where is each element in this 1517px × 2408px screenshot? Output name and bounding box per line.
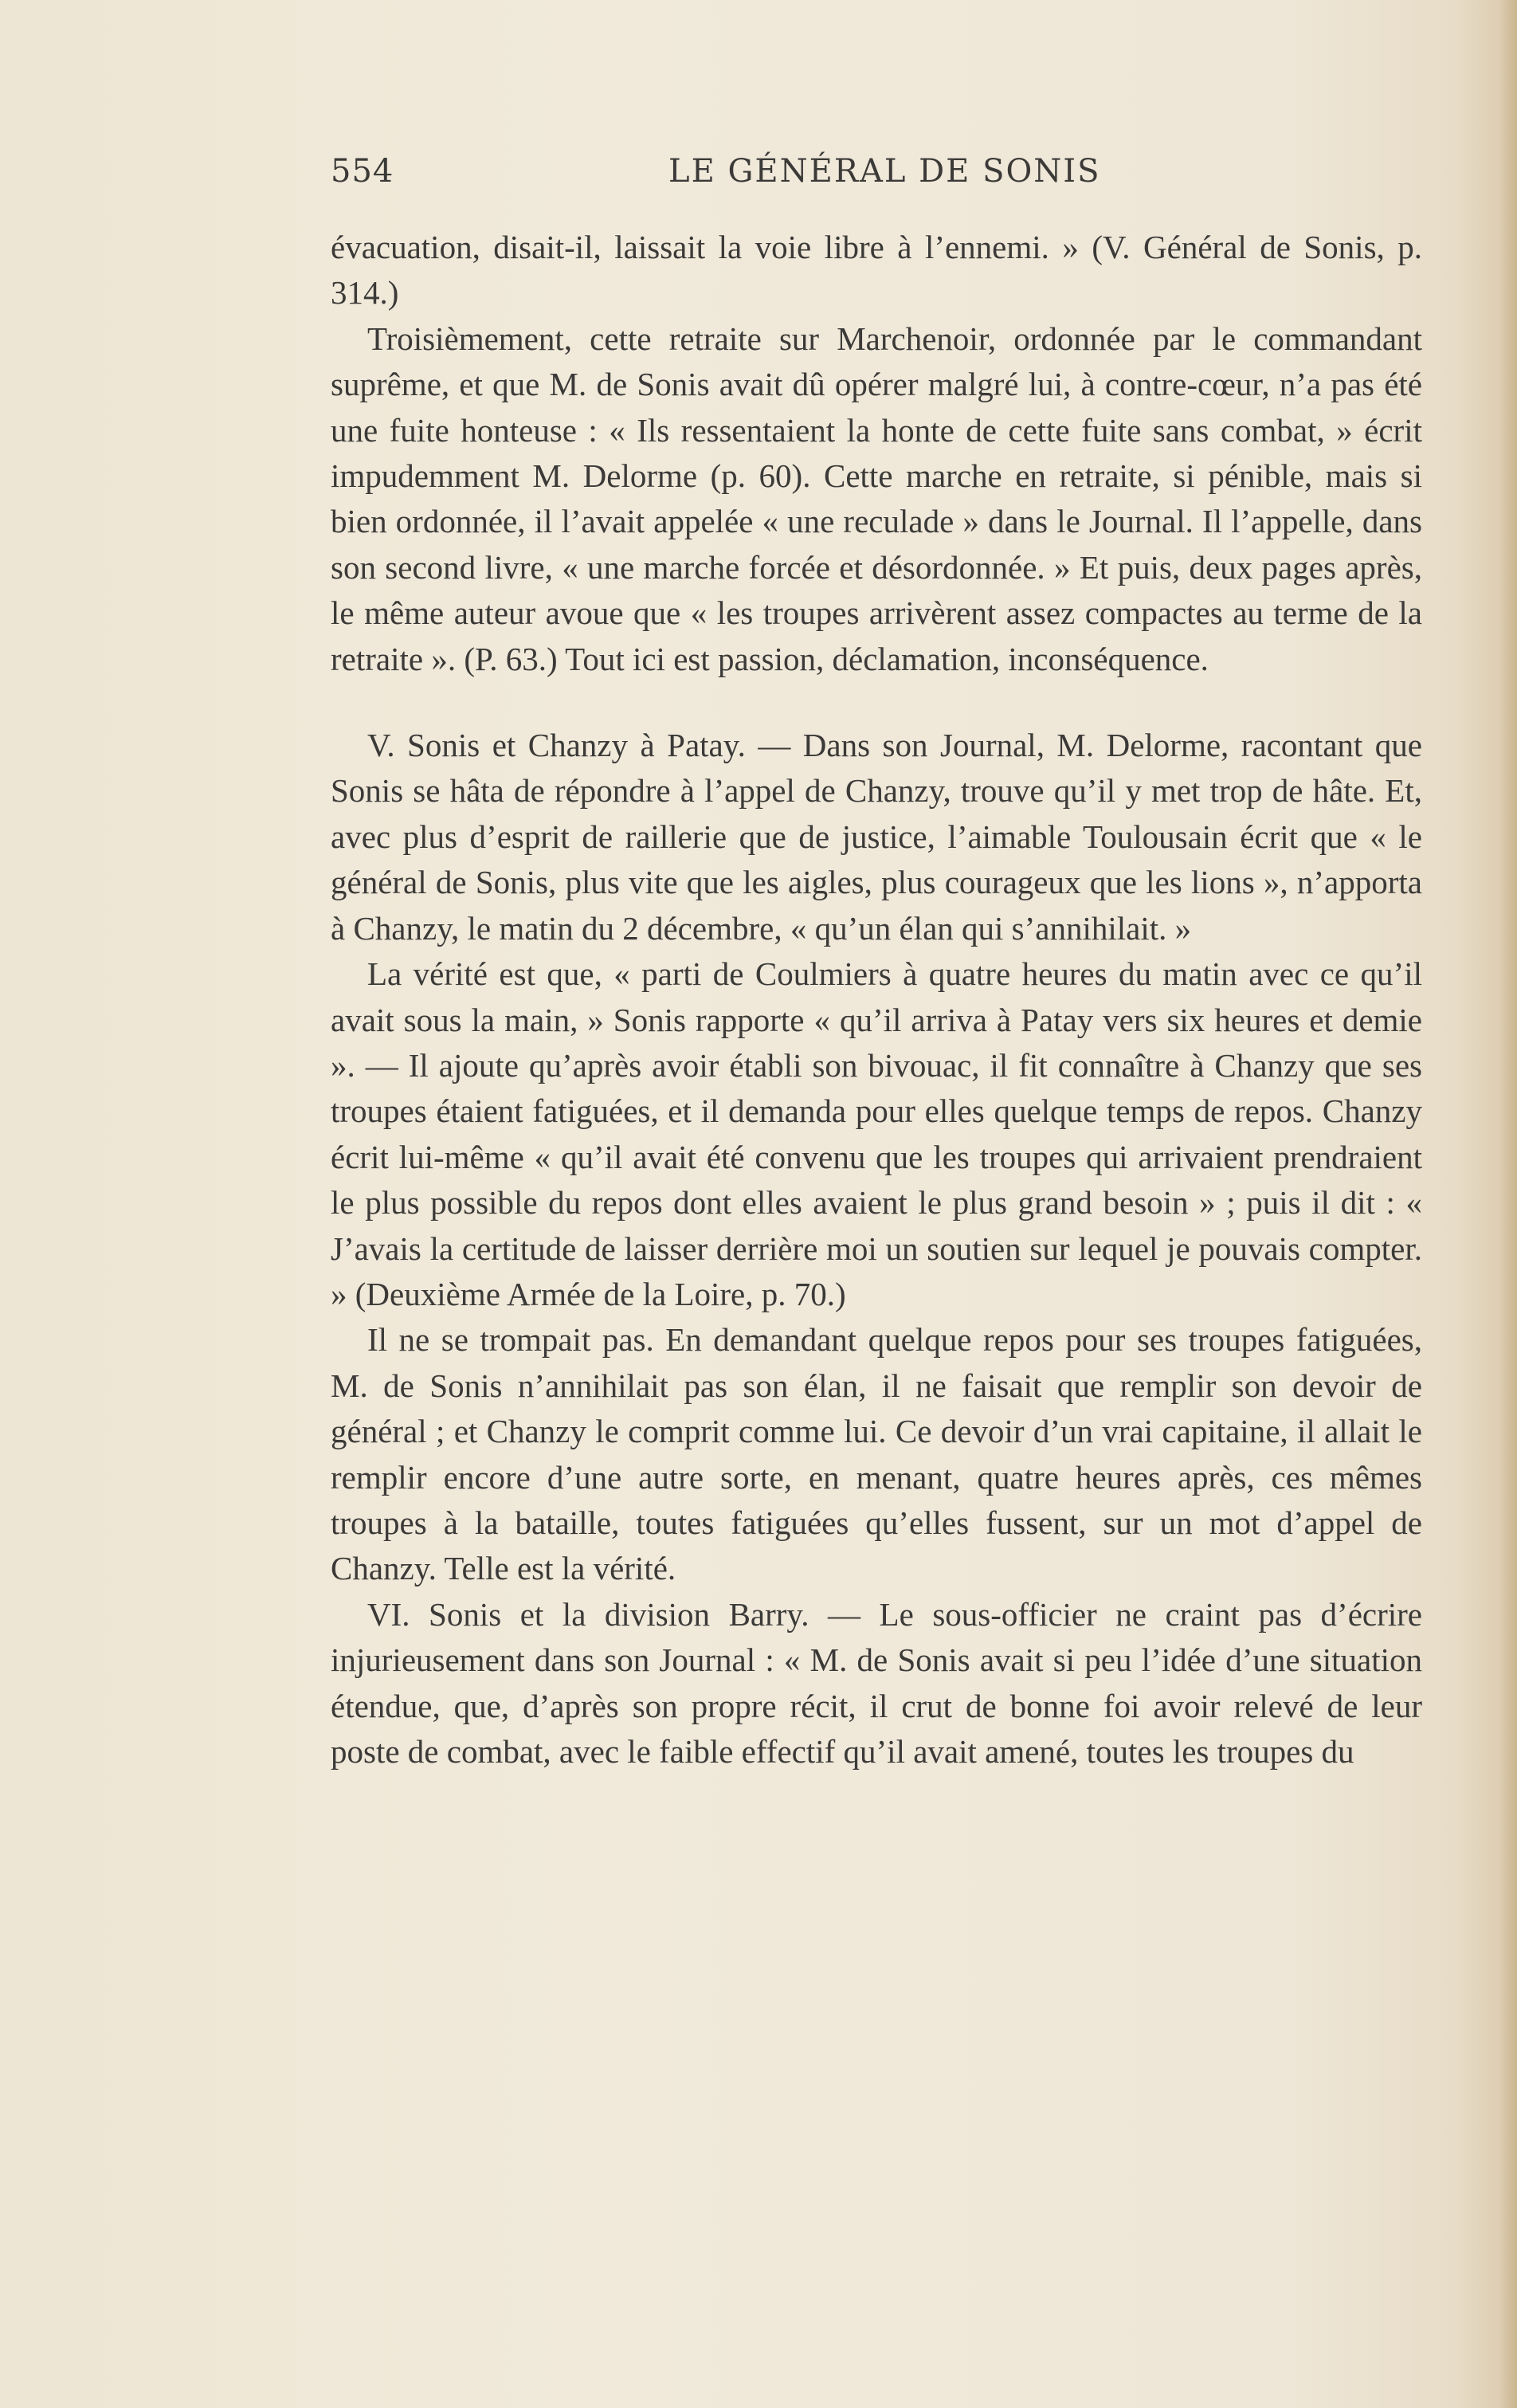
running-title: LE GÉNÉRAL DE SONIS — [668, 153, 1101, 190]
paragraph-la-verite: La vérité est que, « parti de Coulmiers à quatre heures du matin avec ce qu’il avait sous la main, » Sonis rapporte « qu’il arriva à Patay vers six heures et demie ». — Il ajoute qu’après avoir établi son bivouac, il fit connaître à Chanzy que ses troupes étaient fatiguées, et il demanda pour elles quelque temps de repos. Chanzy écrit lui-même « qu’il avait été convenu que les troupes qui arrivaient prendraient le plus possible du repos dont elles avaient le plus grand besoin » ; puis il dit : « J’avais la certitude de laisser derrière moi un soutien sur lequel je pouvais compter. » (Deuxième Armée de la Loire, p. 70.) — [331, 955, 1422, 1312]
paragraph-section-v: V. Sonis et Chanzy à Patay. — Dans son Journal, M. Delorme, racontant que Sonis se hâta de répondre à l’appel de Chanzy, trouve qu’il y met trop de hâte. Et, avec plus d’esprit de raillerie que de justice, l’aimable Toulousain écrit que « le général de Sonis, plus vite que les aigles, plus courageux que les lions », n’apporta à Chanzy, le matin du 2 décembre, « qu’un élan qui s’annihilait. » — [331, 727, 1422, 947]
paragraph-section-vi: VI. Sonis et la division Barry. — Le sous-officier ne craint pas d’écrire injurieusement dans son Journal : « M. de Sonis avait si peu l’idée d’une situation étendue, que, d’après son propre récit, il crut de bonne foi avoir relevé de leur poste de combat, avec le faible effectif qu’il avait amené, toutes les troupes du — [331, 1595, 1422, 1770]
page-edge-shadow — [1499, 0, 1517, 2408]
running-header — [331, 153, 1422, 201]
paragraph-il-ne-se-trompait: Il ne se trompait pas. En demandant quelque repos pour ses troupes fatiguées, M. de Sonis n’annihilait pas son élan, il ne faisait que remplir son devoir de général ; et Chanzy le comprit comme lui. Ce devoir d’un vrai capitaine, il allait le remplir encore d’une autre sorte, en menant, quatre heures après, ces mêmes troupes à la bataille, toutes fatiguées qu’elles fussent, sur un mot d’appel de Chanzy. Telle est la vérité. — [331, 1321, 1422, 1587]
paragraph-continuation: évacuation, disait-il, laissait la voie libre à l’ennemi. » (V. Général de Sonis, p. 314.) — [331, 229, 1422, 312]
body-text — [331, 225, 1422, 1775]
page-number: 554 — [331, 153, 394, 190]
paragraph-troisiemement: Troisièmement, cette retraite sur Marchenoir, ordonnée par le commandant suprême, et que M. de Sonis avait dû opérer malgré lui, à contre-cœur, n’a pas été une fuite honteuse : « Ils ressentaient la honte de cette fuite sans combat, » écrit impudemment M. Delorme (p. 60). Cette marche en retraite, si pénible, mais si bien ordonnée, il l’avait appelée « une reculade » dans le Journal. Il l’appelle, dans son second livre, « une marche forcée et désordonnée. » Et puis, deux pages après, le même auteur avoue que « les troupes arrivèrent assez compactes au terme de la retraite ». (P. 63.) Tout ici est passion, déclamation, inconséquence. — [331, 320, 1422, 677]
